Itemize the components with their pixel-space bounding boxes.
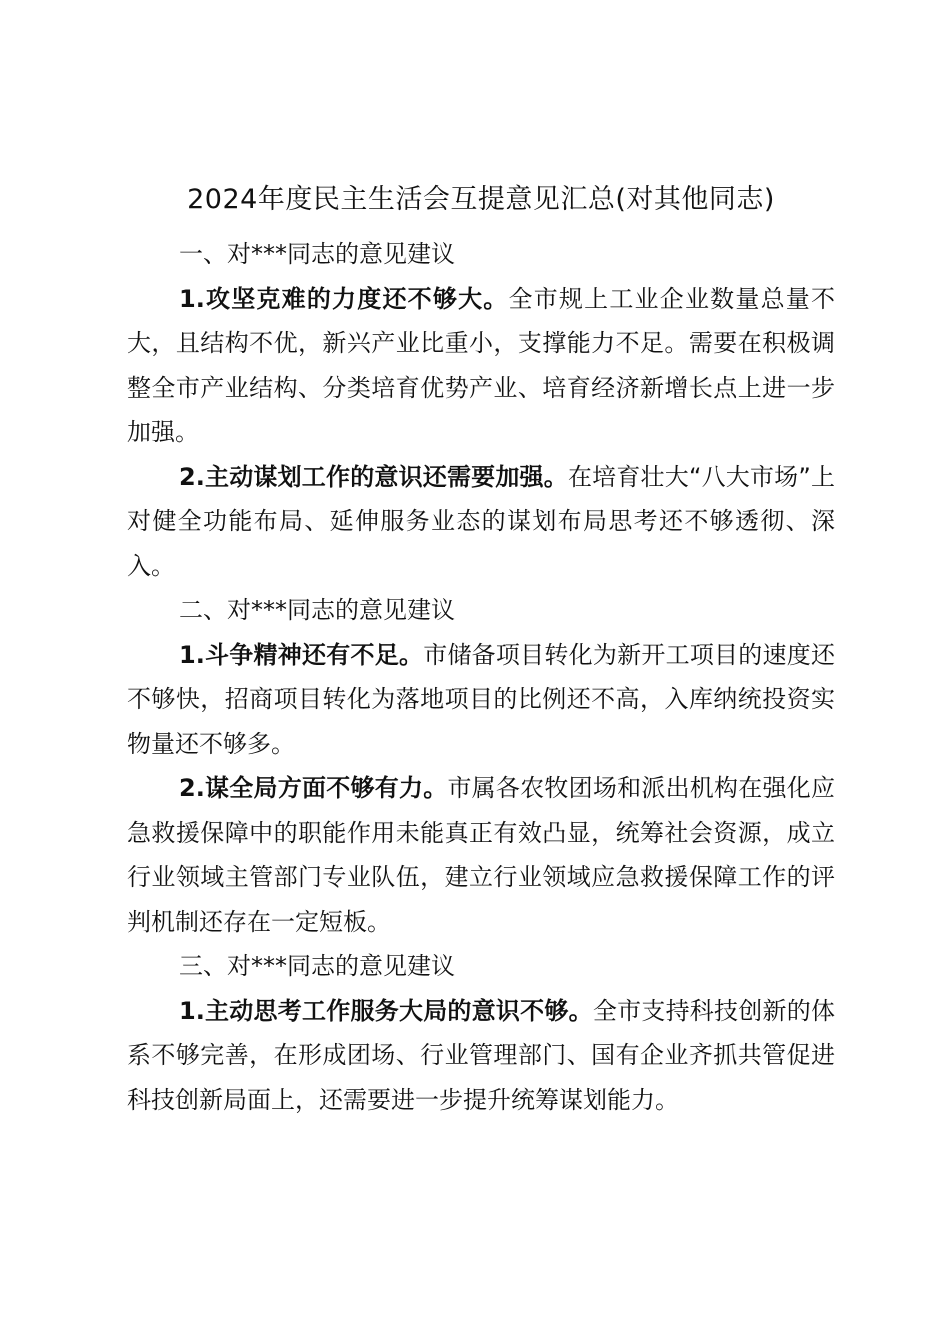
document-title: 2024年度民主生活会互提意见汇总(对其他同志) [187,184,775,215]
opinion-lead: 1.攻坚克难的力度还不够大。 [179,284,509,313]
opinion-paragraph [127,455,835,589]
opinion-text: 市属各农牧团场和派出机构在强化应急救援保障中的职能作用未能真正有效凸显，统筹社会资源，成立行业领域主管部门专业队伍，建立行业领域应急救援保障工作的评判机制还存在一定短板。 [127,774,835,936]
section-heading: 一、对***同志的意见建议 [179,240,455,268]
opinion-text: 在培育壮大“八大市场”上对健全功能布局、延伸服务业态的谋划布局思考还不够透彻、深入。 [127,462,835,580]
opinion-lead: 2.主动谋划工作的意识还需要加强。 [179,462,568,491]
section-heading: 二、对***同志的意见建议 [179,596,455,624]
opinion-paragraph [127,277,835,455]
section-2 [127,588,835,944]
opinion-lead: 1.斗争精神还有不足。 [179,640,424,669]
section-3 [127,944,835,1122]
opinion-paragraph [127,989,835,1123]
opinion-paragraph [127,633,835,767]
section-1 [127,232,835,588]
opinion-paragraph [127,766,835,944]
opinion-lead: 1.主动思考工作服务大局的意识不够。 [179,996,593,1025]
document-page [127,178,835,1122]
opinion-text: 全市规上工业企业数量总量不大，且结构不优，新兴产业比重小，支撑能力不足。需要在积极调整全市产业结构、分类培育优势产业、培育经济新增长点上进一步加强。 [127,284,835,446]
opinion-lead: 2.谋全局方面不够有力。 [179,774,448,802]
opinion-text: 全市支持科技创新的体系不够完善，在形成团场、行业管理部门、国有企业齐抓共管促进科技创新局面上，还需要进一步提升统筹谋划能力。 [127,996,835,1114]
opinion-text: 市储备项目转化为新开工项目的速度还不够快，招商项目转化为落地项目的比例还不高，入库纳统投资实物量还不够多。 [127,640,836,758]
section-heading: 三、对***同志的意见建议 [179,952,455,980]
